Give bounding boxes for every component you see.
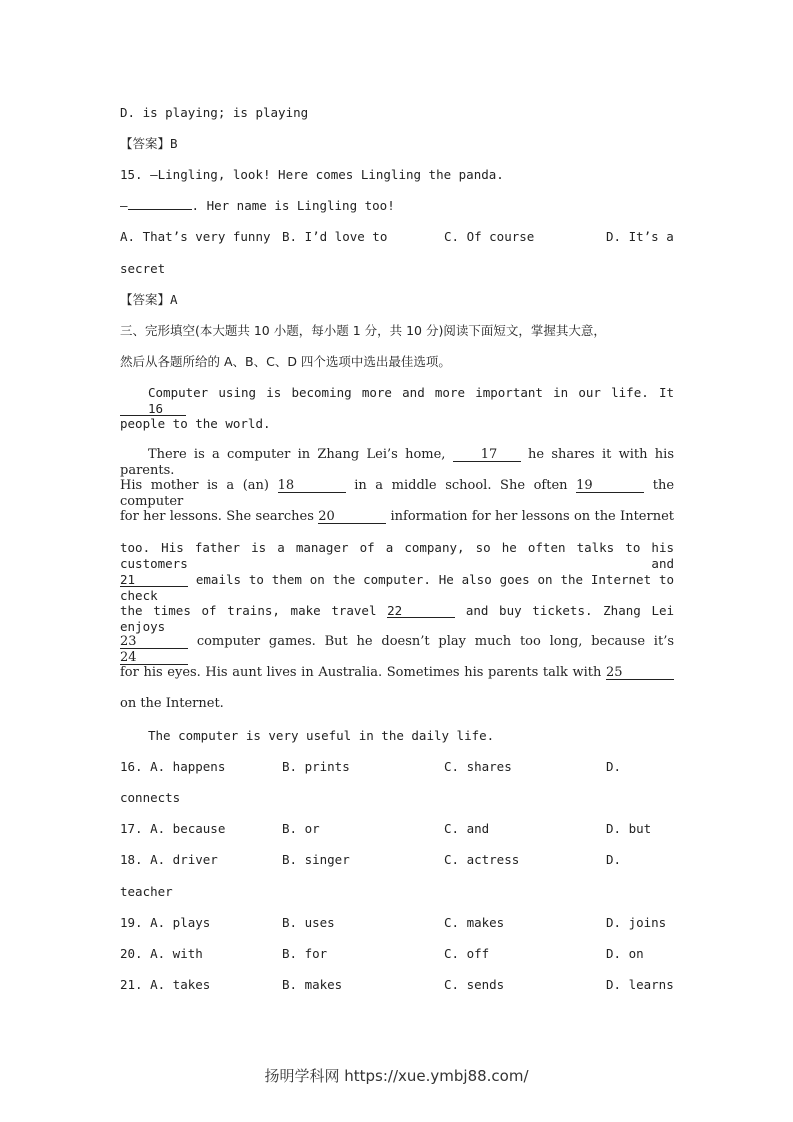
q21-option-d: D. learns (606, 977, 674, 992)
q17-option-b: B. or (282, 821, 320, 836)
passage-line-11: on the Internet. (120, 696, 224, 711)
blank-24: 24 (120, 651, 188, 665)
q14-option-d: D. is playing; is playing (120, 105, 309, 120)
passage-line-5: for her lessons. She searches 20 information for her lessons on the Internet (120, 509, 674, 524)
q16-option-b: B. prints (282, 759, 350, 774)
q19-option-a: 19. A. plays (120, 915, 211, 930)
q20-option-b: B. for (282, 946, 328, 961)
q15-option-b: B. I’d love to (282, 229, 388, 244)
q17-option-a: 17. A. because (120, 821, 226, 836)
blank-21: 21 (120, 573, 188, 587)
q19-option-d: D. joins (606, 915, 667, 930)
q18-option-a: 18. A. driver (120, 852, 218, 867)
q16-option-c: C. shares (444, 759, 512, 774)
passage-line-10: for his eyes. His aunt lives in Australia. Sometimes his parents talk with 25 (120, 665, 674, 681)
q19-option-c: C. makes (444, 915, 505, 930)
q15-reply: — . Her name is Lingling too! (120, 198, 395, 213)
passage-line-7: 21 emails to them on the computer. He also goes on the Internet to check (120, 572, 674, 603)
q15-option-a: A. That’s very funny (120, 229, 271, 244)
q15-option-d-wrap: secret (120, 261, 166, 276)
q15-answer: 【答案】A (120, 292, 178, 307)
footer-watermark: 扬明学科网 https://xue.ymbj88.com/ (264, 1067, 529, 1085)
q15-question: 15. —Lingling, look! Here comes Lingling the panda. (120, 167, 504, 182)
q18-option-d-wrap: teacher (120, 884, 173, 899)
section-heading-1: 三、完形填空(本大题共 10 小题，每小题 1 分，共 10 分)阅读下面短文，掌握其大意， (120, 323, 606, 338)
q16-option-a: 16. A. happens (120, 759, 226, 774)
q15-option-c: C. Of course (444, 229, 535, 244)
blank-18: 18 (278, 479, 346, 493)
passage-line-6: too. His father is a manager of a company, so he often talks to his customers and (120, 540, 674, 571)
passage-line-9: 23 computer games. But he doesn’t play much too long, because it’s 24 (120, 634, 674, 665)
blank-17: 17 (453, 448, 521, 462)
q21-option-a: 21. A. takes (120, 977, 211, 992)
blank-16: 16 (120, 402, 186, 416)
q16-option-d: D. (606, 759, 622, 774)
blank-20: 20 (318, 510, 386, 524)
passage-line-4: His mother is a (an) 18 in a middle school. She often 19 the computer (120, 478, 675, 509)
q17-option-d: D. but (606, 821, 652, 836)
blank-19: 19 (576, 479, 644, 493)
passage-line-1: Computer using is becoming more and more important in our life. It 16 (120, 385, 674, 417)
passage-line-3: There is a computer in Zhang Lei’s home, 17 he shares it with his parents. (120, 447, 675, 478)
blank-23: 23 (120, 635, 188, 649)
q17-option-c: C. and (444, 821, 490, 836)
q18-option-c: C. actress (444, 852, 520, 867)
passage-line-12: The computer is very useful in the daily life. (148, 728, 495, 743)
q15-option-d: D. It’s a (606, 229, 674, 244)
q15-blank (128, 209, 192, 210)
q21-option-c: C. sends (444, 977, 505, 992)
q20-option-c: C. off (444, 946, 490, 961)
passage-line-2: people to the world. (120, 416, 271, 431)
q20-option-a: 20. A. with (120, 946, 203, 961)
q18-option-d: D. (606, 852, 622, 867)
passage-line-8: the times of trains, make travel 22 and buy tickets. Zhang Lei enjoys (120, 603, 675, 634)
blank-25: 25 (606, 666, 674, 680)
q18-option-b: B. singer (282, 852, 350, 867)
section-heading-2: 然后从各题所给的 A、B、C、D 四个选项中选出最佳选项。 (120, 354, 451, 369)
q14-answer: 【答案】B (120, 136, 178, 151)
q21-option-b: B. makes (282, 977, 343, 992)
blank-22: 22 (387, 604, 455, 618)
q20-option-d: D. on (606, 946, 644, 961)
q16-option-d-wrap: connects (120, 790, 181, 805)
q19-option-b: B. uses (282, 915, 335, 930)
